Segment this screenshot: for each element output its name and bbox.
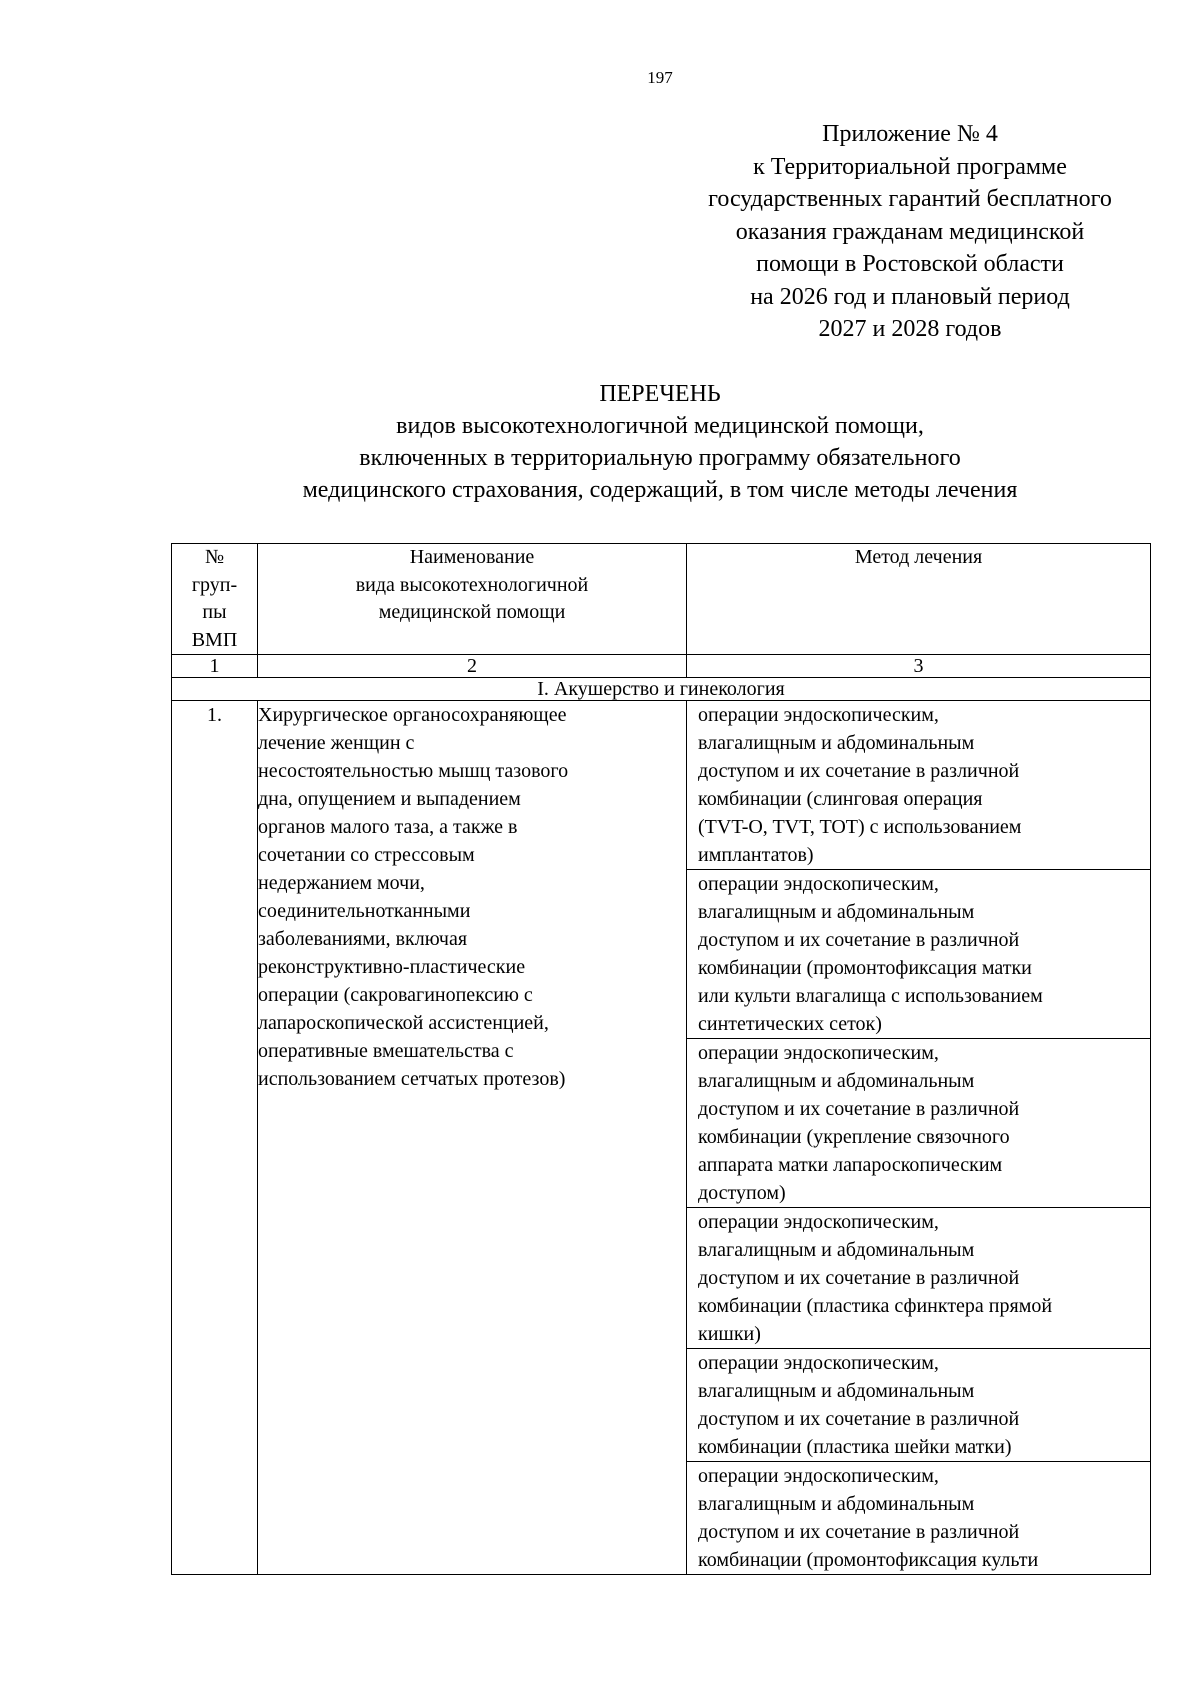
appendix-header xyxy=(660,118,1160,346)
document-subtitle-line: включенных в территориальную программу обязательного xyxy=(359,445,961,471)
method-item: операции эндоскопическим, влагалищным и абдоминальным доступом и их сочетание в различной комбинации (промонтофиксация культи xyxy=(698,1465,1039,1571)
document-subtitle-line: видов высокотехнологичной медицинской помощи, xyxy=(396,413,924,439)
appendix-line: Приложение № 4 xyxy=(822,121,998,147)
appendix-line: оказания гражданам медицинской xyxy=(735,218,1085,245)
column-number: 1 xyxy=(172,655,258,678)
table-row xyxy=(172,701,1151,1575)
vmp-table xyxy=(171,543,1151,1575)
column-number: 3 xyxy=(687,655,1151,678)
table-header-row xyxy=(172,544,1151,655)
page-number: 197 xyxy=(647,68,673,87)
section-title: I. Акушерство и гинекология xyxy=(172,678,1151,701)
header-method: Метод лечения xyxy=(687,544,1151,655)
group-number: 1. xyxy=(172,701,258,1575)
document-title: ПЕРЕЧЕНЬ xyxy=(599,381,721,407)
header-vid-name: Наименование вида высокотехнологичной медицинской помощи xyxy=(258,544,687,655)
vid-description: Хирургическое органосохраняющее лечение женщин с несостоятельностью мышц тазового дна, опущением и выпадением органов малого таза, а также в сочетании со стрессовым недержанием мочи, соединительнотканными заболеваниями, включая реконструктивно-пластические операции (сакровагинопексию с лапароскопической ассистенцией, оперативные вмешательства с использованием сетчатых протезов) xyxy=(258,701,687,1575)
appendix-line: на 2026 год и плановый период xyxy=(750,283,1070,310)
method-item: операции эндоскопическим, влагалищным и абдоминальным доступом и их сочетание в различной комбинации (укрепление связочного аппарата матки лапароскопическим доступом) xyxy=(687,1039,1150,1208)
document-title-block xyxy=(0,378,1200,506)
header-group-number: № груп- пы ВМП xyxy=(172,544,258,655)
column-numbers-row xyxy=(172,655,1151,678)
method-item: операции эндоскопическим, влагалищным и абдоминальным доступом и их сочетание в различной комбинации (пластика шейки матки) xyxy=(687,1349,1150,1462)
document-subtitle-line: медицинского страхования, содержащий, в том числе методы лечения xyxy=(302,477,1018,503)
column-number: 2 xyxy=(258,655,687,678)
method-item: операции эндоскопическим, влагалищным и абдоминальным доступом и их сочетание в различной комбинации (пластика сфинктера прямой кишки) xyxy=(687,1208,1150,1349)
appendix-line: 2027 и 2028 годов xyxy=(818,316,1002,342)
method-item: операции эндоскопическим, влагалищным и абдоминальным доступом и их сочетание в различной комбинации (слинговая операция (TVT-O, TVT, TOT) с использованием имплантатов) xyxy=(687,701,1150,870)
appendix-line: государственных гарантий бесплатного xyxy=(708,186,1112,212)
section-row xyxy=(172,678,1151,701)
method-item: операции эндоскопическим, влагалищным и абдоминальным доступом и их сочетание в различной комбинации (промонтофиксация матки или культи влагалища с использованием синтетических сеток) xyxy=(687,870,1150,1039)
appendix-line: помощи в Ростовской области xyxy=(756,251,1064,277)
methods-cell xyxy=(687,701,1151,1575)
appendix-line: к Территориальной программе xyxy=(753,153,1067,180)
